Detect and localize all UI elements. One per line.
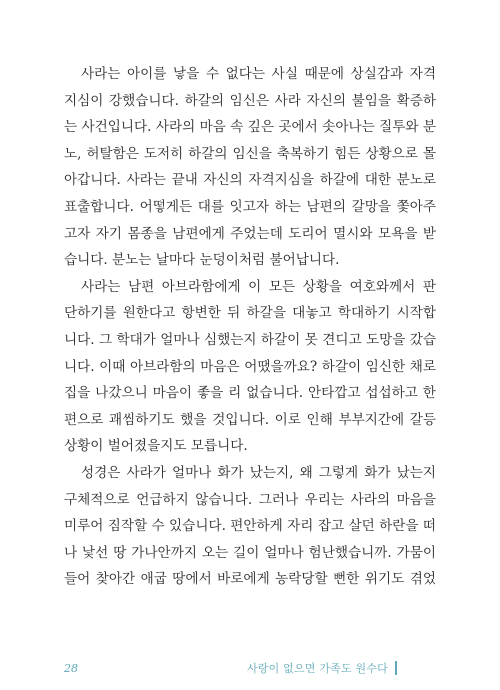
footer-divider-bar bbox=[395, 661, 397, 675]
paragraph-1-line-1: 사라는 아이를 낳을 수 없다는 사실 때문에 상실감과 자격 bbox=[81, 66, 436, 82]
running-title: 사랑이 없으면 가족도 원수다 bbox=[246, 662, 388, 675]
paragraph-3-line-1: 성경은 사라가 얼마나 화가 났는지, 왜 그렇게 화가 났는지 bbox=[81, 464, 436, 481]
paragraph-2-line-4: 니다. 이때 아브라함의 마음은 어땠을까요? 하갈이 임신한 채로 bbox=[64, 358, 436, 375]
paragraph-2-line-5: 집을 나갔으니 마음이 좋을 리 없습니다. 안타깝고 섭섭하고 한 bbox=[64, 385, 436, 402]
body-text bbox=[64, 61, 436, 593]
paragraph-2-line-3: 니다. 그 학대가 얼마나 심했는지 하갈이 못 견디고 도망을 갔습 bbox=[64, 331, 436, 348]
paragraph-1-line-2: 지심이 강했습니다. 하갈의 임신은 사라 자신의 불임을 확증하 bbox=[64, 92, 436, 109]
paragraph-1-line-4: 노, 허탈함은 도저히 하갈의 임신을 축복하기 힘든 상황으로 몰 bbox=[64, 145, 436, 162]
paragraph-1-line-3: 는 사건입니다. 사라의 마음 속 깊은 곳에서 솟아나는 질투와 분 bbox=[64, 119, 436, 136]
paragraph-3-line-5: 들어 찾아간 애굽 땅에서 바로에게 농락당할 뻔한 위기도 겪었 bbox=[64, 571, 436, 588]
paragraph-1-line-6: 표출합니다. 어떻게든 대를 잇고자 하는 남편의 갈망을 쫓아주 bbox=[64, 198, 436, 215]
paragraph-3-line-2: 구체적으로 언급하지 않습니다. 그러나 우리는 사라의 마음을 bbox=[64, 491, 436, 508]
paragraph-1-line-5: 아갑니다. 사라는 끝내 자신의 자격지심을 하갈에 대한 분노로 bbox=[64, 172, 436, 189]
paragraph-1-line-7: 고자 자기 몸종을 남편에게 주었는데 도리어 멸시와 모욕을 받 bbox=[64, 225, 436, 242]
paragraph-1-line-8: 습니다. 분노는 날마다 눈덩이처럼 불어납니다. bbox=[64, 252, 340, 269]
paragraph-3-line-3: 미루어 짐작할 수 있습니다. 편안하게 자리 잡고 살던 하란을 떠 bbox=[64, 518, 436, 535]
paragraph-2-line-6: 편으로 괘씸하기도 했을 것입니다. 이로 인해 부부지간에 갈등 bbox=[64, 411, 436, 428]
paragraph-2-line-1: 사라는 남편 아브라함에게 이 모든 상황을 여호와께서 판 bbox=[81, 278, 436, 295]
page-number: 28 bbox=[64, 662, 78, 675]
page-footer bbox=[0, 660, 500, 680]
paragraph-3-line-4: 나 낯선 땅 가나안까지 오는 길이 얼마나 험난했습니까. 가뭄이 bbox=[64, 544, 436, 561]
paragraph-2-line-2: 단하기를 원한다고 항변한 뒤 하갈을 대놓고 학대하기 시작합 bbox=[64, 305, 436, 322]
paragraph-2-line-7: 상황이 벌어졌을지도 모릅니다. bbox=[64, 438, 248, 455]
